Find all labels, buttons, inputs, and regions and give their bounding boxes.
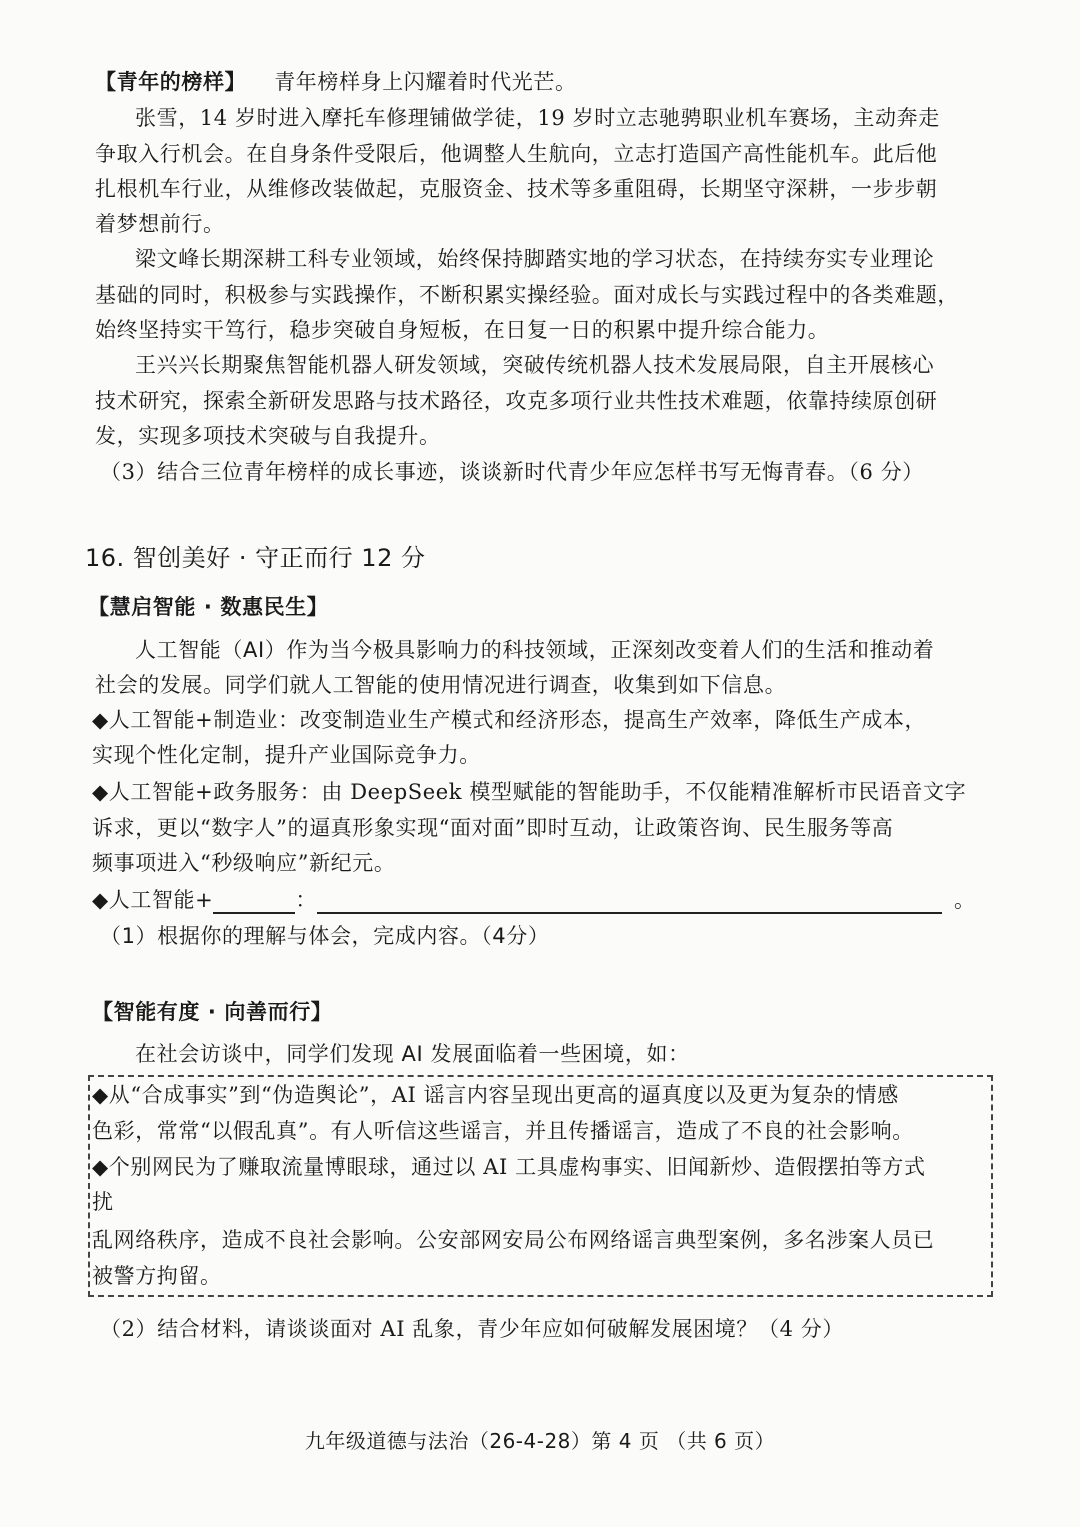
- zhang-line-3: 扎根机车行业，从维修改装做起，克服资金、技术等多重阻碍，长期坚守深耕，一步步朝: [95, 177, 938, 201]
- gov-line-1: ◆人工智能+政务服务：由 DeepSeek 模型赋能的智能助手，不仅能精准解析市民语音文字: [92, 780, 967, 804]
- manufacturing-line-1: ◆人工智能+制造业：改变制造业生产模式和经济形态，提高生产效率，降低生产成本，: [92, 708, 927, 732]
- box-line-3: ◆个别网民为了赚取流量博眼球，通过以 AI 工具虚构事实、旧闻新炒、造假摆拍等方式: [92, 1155, 926, 1179]
- wang-line-1: 王兴兴长期聚焦智能机器人研发领域，突破传统机器人技术发展局限，自主开展核心: [135, 353, 935, 377]
- blank-end: 。: [953, 888, 976, 912]
- fill-in-blank-row: [92, 886, 976, 914]
- section-tag-youth: [95, 68, 577, 96]
- box-line-6: 被警方拘留。: [92, 1264, 222, 1288]
- blank-description-input[interactable]: [317, 890, 942, 914]
- liang-line-1: 梁文峰长期深耕工科专业领域，始终保持脚踏实地的学习状态，在持续夯实专业理论: [135, 247, 935, 271]
- question-1: （1）根据你的理解与体会，完成内容。（4分）: [100, 924, 550, 948]
- page-footer: 九年级道德与法治（26-4-28）第 4 页 （共 6 页）: [304, 1429, 776, 1453]
- gov-line-2: 诉求，更以“数字人”的逼真形象实现“面对面”即时互动，让政策咨询、民生服务等高: [92, 816, 894, 840]
- box-line-5: 乱网络秩序，造成不良社会影响。公安部网安局公布网络谣言典型案例，多名涉案人员已: [92, 1228, 935, 1252]
- box-line-2: 色彩，常常“以假乱真”。有人听信这些谣言，并且传播谣言，造成了不良的社会影响。: [92, 1119, 914, 1143]
- box-line-1: ◆从“合成事实”到“伪造舆论”，AI 谣言内容呈现出更高的逼真度以及更为复杂的情感: [92, 1083, 899, 1107]
- zhang-line-1: 张雪，14 岁时进入摩托车修理铺做学徒，19 岁时立志驰骋职业机车赛场，主动奔走: [135, 106, 940, 130]
- box-line-4: 扰: [92, 1190, 114, 1214]
- liang-line-3: 始终坚持实干笃行，稳步突破自身短板，在日复一日的积累中提升综合能力。: [95, 318, 830, 342]
- zhang-line-4: 着梦想前行。: [95, 212, 225, 236]
- blank-industry-input[interactable]: [213, 890, 295, 914]
- manufacturing-line-2: 实现个性化定制，提升产业国际竞争力。: [92, 743, 481, 767]
- zhang-line-2: 争取入行机会。在自身条件受限后，他调整人生航向，立志打造国产高性能机车。此后他: [95, 142, 938, 166]
- sub2-tag: 【智能有度 · 向善而行】: [92, 1000, 333, 1024]
- sub1-tag: 【慧启智能 · 数惠民生】: [88, 595, 329, 619]
- blank-prefix: ◆人工智能+: [92, 888, 214, 912]
- blank-colon: ：: [295, 888, 317, 912]
- youth-headline: 青年榜样身上闪耀着时代光芒。: [274, 70, 577, 94]
- youth-tag: 【青年的榜样】: [95, 70, 247, 94]
- liang-line-2: 基础的同时，积极参与实践操作，不断积累实操经验。面对成长与实践过程中的各类难题，: [95, 283, 959, 307]
- wang-line-2: 技术研究，探索全新研发思路与技术路径，攻克多项行业共性技术难题，依靠持续原创研: [95, 389, 938, 413]
- question-2: （2）结合材料，请谈谈面对 AI 乱象，青少年应如何破解发展困境？（4 分）: [100, 1317, 845, 1341]
- question-16-title: 16. 智创美好 · 守正而行 12 分: [85, 544, 426, 572]
- question-3: （3）结合三位青年榜样的成长事迹，谈谈新时代青少年应怎样书写无悔青春。（6 分）: [100, 460, 924, 484]
- intro-line-1: 人工智能（AI）作为当今极具影响力的科技领域，正深刻改变着人们的生活和推动着: [135, 638, 935, 662]
- gov-line-3: 频事项进入“秒级响应”新纪元。: [92, 851, 396, 875]
- interview-intro: 在社会访谈中，同学们发现 AI 发展面临着一些困境，如：: [135, 1042, 690, 1066]
- wang-line-3: 发，实现多项技术突破与自我提升。: [95, 424, 441, 448]
- intro-line-2: 社会的发展。同学们就人工智能的使用情况进行调查，收集到如下信息。: [95, 673, 787, 697]
